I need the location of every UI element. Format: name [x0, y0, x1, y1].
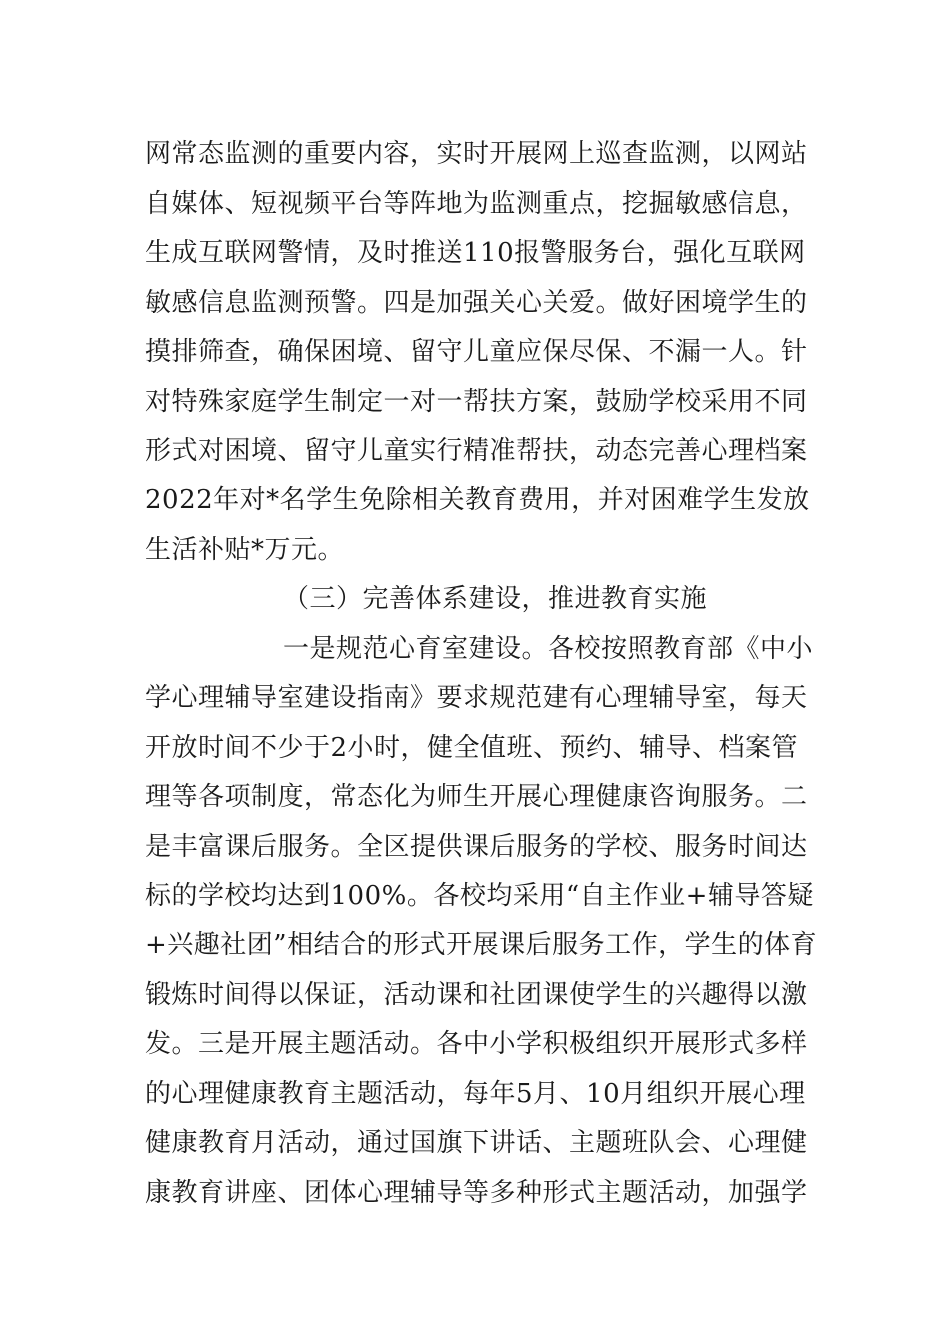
paragraph-line: 形式对困境、留守儿童实行精准帮扶，动态完善心理档案 — [145, 436, 808, 466]
paragraph-line: 是丰富课后服务。全区提供课后服务的学校、服务时间达 — [145, 832, 808, 862]
paragraph-line: 开放时间不少于2小时，健全值班、预约、辅导、档案管 — [145, 733, 799, 763]
paragraph-line: 的心理健康教育主题活动，每年5月、10月组织开展心理 — [145, 1079, 806, 1109]
paragraph-line: +兴趣社团”相结合的形式开展课后服务工作，学生的体育 — [145, 930, 818, 960]
paragraph-line: 生活补贴*万元。 — [145, 535, 345, 565]
paragraph-line: 生成互联网警情，及时推送110报警服务台，强化互联网 — [145, 238, 806, 268]
paragraph-line: 学心理辅导室建设指南》要求规范建有心理辅导室，每天 — [145, 683, 808, 713]
paragraph-line: 对特殊家庭学生制定一对一帮扶方案，鼓励学校采用不同 — [145, 387, 808, 417]
paragraph-line: 健康教育月活动，通过国旗下讲话、主题班队会、心理健 — [145, 1128, 808, 1158]
paragraph-line: 康教育讲座、团体心理辅导等多种形式主题活动，加强学 — [145, 1178, 808, 1208]
paragraph-line: 标的学校均达到100%。各校均采用“自主作业+辅导答疑 — [145, 881, 814, 911]
paragraph-line: 摸排筛查，确保困境、留守儿童应保尽保、不漏一人。针 — [145, 337, 808, 367]
section-heading: （三）完善体系建设，推进教育实施 — [283, 584, 708, 614]
paragraph-line: 自媒体、短视频平台等阵地为监测重点，挖掘敏感信息， — [145, 189, 808, 219]
paragraph-line: 理等各项制度，常态化为师生开展心理健康咨询服务。二 — [145, 782, 808, 812]
paragraph-line: 2022年对*名学生免除相关教育费用，并对困难学生发放 — [145, 485, 810, 515]
paragraph-line: 锻炼时间得以保证，活动课和社团课使学生的兴趣得以激 — [145, 980, 808, 1010]
paragraph-line: 一是规范心育室建设。各校按照教育部《中小 — [283, 634, 814, 664]
paragraph-line: 发。三是开展主题活动。各中小学积极组织开展形式多样 — [145, 1029, 808, 1059]
paragraph-line: 敏感信息监测预警。四是加强关心关爱。做好困境学生的 — [145, 288, 808, 318]
paragraph-line: 网常态监测的重要内容，实时开展网上巡查监测，以网站 — [145, 139, 808, 169]
